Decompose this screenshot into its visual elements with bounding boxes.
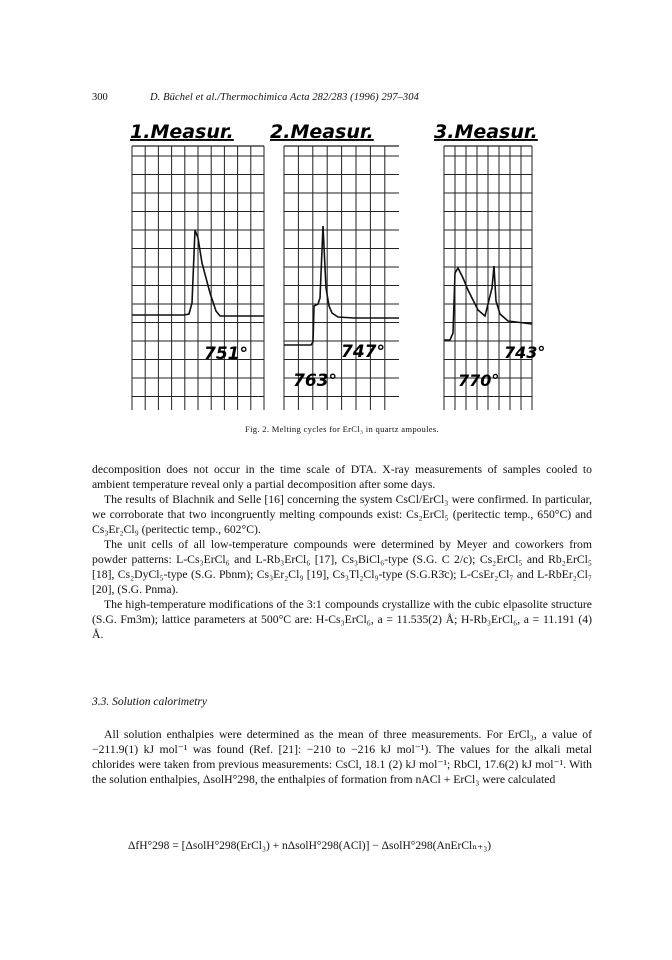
panel-1-title: 1.Measur. bbox=[130, 121, 234, 143]
paragraph-1: decomposition does not occur in the time scale of DTA. X-ray measurements of samples cooled to ambient temperature reveal only a partial decomposition after some days. bbox=[92, 463, 592, 491]
panel-3-lower-temp-label: 770° bbox=[458, 371, 500, 390]
figure-caption: Fig. 2. Melting cycles for ErCl₃ in quartz ampoules. bbox=[244, 424, 440, 434]
body-text bbox=[92, 462, 592, 642]
paragraph-2: The results of Blachnik and Selle [16] concerning the system CsCl/ErCl₃ were confirmed. In particular, we corroborate that two incongruently melting compounds exist: Cs₂ErCl₅ (peritectic temp., 650°C) and Cs₃Er₂Cl₉ (peritectic temp., 602°C). bbox=[92, 493, 592, 536]
figure-2 bbox=[92, 118, 592, 418]
body-text-2 bbox=[92, 727, 592, 787]
dta-curves-figure bbox=[92, 118, 592, 418]
journal-citation: D. Büchel et al./Thermochimica Acta 282/283 (1996) 297–304 bbox=[150, 92, 419, 103]
page-number: 300 bbox=[92, 92, 108, 103]
equation: ΔfH°298 = [ΔsolH°298(ErCl₃) + nΔsolH°298(ACl)] − ΔsolH°298(AnErClₙ₊₃) bbox=[128, 840, 492, 852]
paragraph-5: All solution enthalpies were determined as the mean of three measurements. For ErCl₃, a value of −211.9(1) kJ mol⁻¹ was found (Ref. [21]: −210 to −216 kJ mol⁻¹). The values for the alkali metal chlorides were taken from previous measurements: CsCl, 18.1 (2) kJ mol⁻¹; RbCl, 17.6(2) kJ mol⁻¹. With the solution enthalpies, ΔsolH°298, the enthalpies of formation from nACl + ErCl₃ were calculated bbox=[92, 728, 592, 786]
panel-2-title: 2.Measur. bbox=[270, 121, 374, 143]
panel-2-upper-temp-label: 747° bbox=[341, 342, 385, 362]
paragraph-3: The unit cells of all low-temperature compounds were determined by Meyer and coworkers from powder patterns: L-Cs₃ErCl₆ and L-Rb₃ErCl₆ [17], Cs₃BiCl₆-type (S.G. C 2/c); Cs₂ErCl₅ and Rb₂ErCl₅ [18], Cs₂DyCl₅-type (S.G. Pbnm); Cs₃Er₂Cl₉ [19], Cs₃Tl₂Cl₉-type (S.G.R3̄c); L-CsEr₂Cl₇ and L-RbEr₂Cl₇ [20], (S.G. Pnma). bbox=[92, 538, 592, 596]
panel-2-lower-temp-label: 763° bbox=[293, 371, 337, 391]
panel-3-upper-temp-label: 743° bbox=[504, 343, 546, 362]
panel-1-temp-label: 751° bbox=[204, 344, 248, 364]
panel-1-chart bbox=[132, 146, 264, 410]
paragraph-4: The high-temperature modifications of the 3:1 compounds crystallize with the cubic elpasolite structure (S.G. Fm3m); lattice parameters at 500°C are: H-Cs₃ErCl₆, a = 11.535(2) Å; H-Rb₃ErCl₆, a = 11.191 (4) Å. bbox=[92, 598, 592, 641]
panel-3-title: 3.Measur. bbox=[434, 121, 538, 143]
section-heading: 3.3. Solution calorimetry bbox=[92, 696, 207, 708]
